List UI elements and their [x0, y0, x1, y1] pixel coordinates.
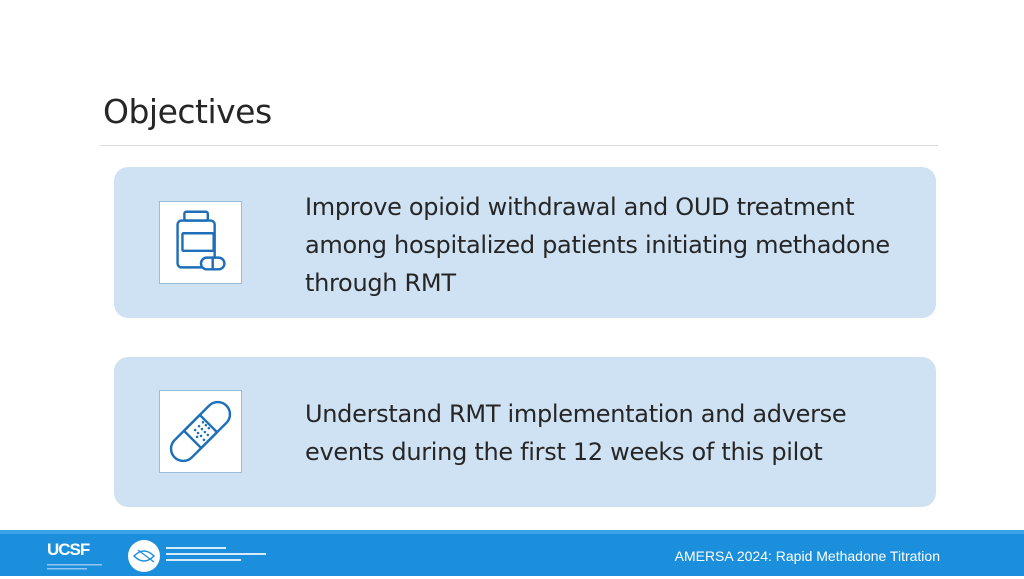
ucsf-logo [47, 540, 89, 560]
bandage-icon [159, 390, 242, 473]
zsfg-logo [126, 538, 271, 579]
footer-caption: AMERSA 2024: Rapid Methadone Titration [674, 548, 940, 564]
ucsf-logo-text: UCSF [47, 540, 90, 559]
objective-text-2: Understand RMT implementation and adverse events during the first 12 weeks of this pilot [305, 400, 847, 466]
slide-title: Objectives [103, 92, 272, 131]
title-divider [100, 145, 938, 146]
objective-card-1 [114, 167, 936, 318]
medication-bottle-icon [159, 201, 242, 284]
objective-text-1: Improve opioid withdrawal and OUD treatment among hospitalized patients initiating methadone through RMT [305, 193, 890, 297]
objective-card-2 [114, 357, 936, 507]
footer-bar [0, 530, 1024, 576]
